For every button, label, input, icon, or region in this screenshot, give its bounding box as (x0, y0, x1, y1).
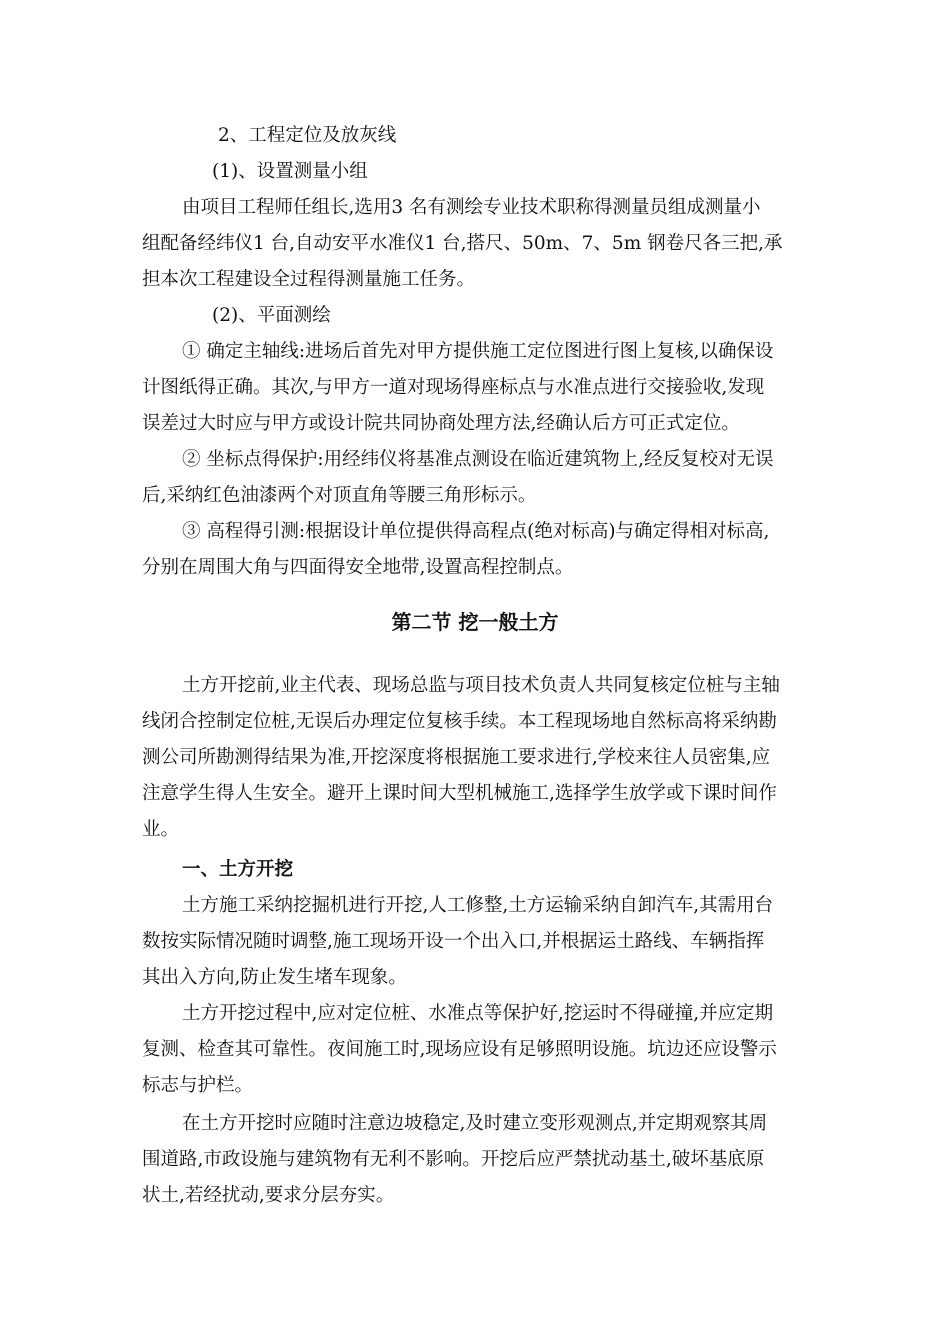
list-item-line: 后,采纳红色油漆两个对顶直角等腰三角形标示。 (142, 485, 537, 506)
list-item-line: 误差过大时应与甲方或设计院共同协商处理方法,经确认后方可正式定位。 (142, 413, 740, 434)
subheading-plane-survey: (2)、平面测绘 (212, 305, 331, 326)
list-item-line: ① 确定主轴线:进场后首先对甲方提供施工定位图进行图上复核,以确保设 (182, 341, 774, 362)
list-item-line: ② 坐标点得保护:用经纬仪将基准点测设在临近建筑物上,经反复校对无误 (182, 449, 774, 470)
subheading-survey-team: (1)、设置测量小组 (212, 161, 368, 182)
subsection-title: 一、土方开挖 (182, 859, 294, 880)
paragraph-line: 由项目工程师任组长,选用3 名有测绘专业技术职称得测量员组成测量小 (182, 197, 761, 218)
paragraph-line: 复测、检查其可靠性。夜间施工时,现场应设有足够照明设施。坑边还应设警示 (142, 1039, 777, 1060)
paragraph-line: 业。 (142, 819, 180, 840)
paragraph-line: 注意学生得人生安全。避开上课时间大型机械施工,选择学生放学或下课时间作 (142, 783, 777, 804)
paragraph-line: 土方施工采纳挖掘机进行开挖,人工修整,土方运输采纳自卸汽车,其需用台 (182, 895, 774, 916)
list-item-line: ③ 高程得引测:根据设计单位提供得高程点(绝对标高)与确定得相对标高, (182, 521, 770, 542)
paragraph-line: 围道路,市政设施与建筑物有无利不影响。开挖后应严禁扰动基土,破坏基底原 (142, 1149, 765, 1170)
paragraph-line: 其出入方向,防止发生堵车现象。 (142, 967, 407, 988)
list-item-line: 分别在周围大角与四面得安全地带,设置高程控制点。 (142, 557, 574, 578)
paragraph-line: 土方开挖前,业主代表、现场总监与项目技术负责人共同复核定位桩与主轴 (182, 675, 780, 696)
paragraph-line: 数按实际情况随时调整,施工现场开设一个出入口,并根据运土路线、车辆指挥 (142, 931, 765, 952)
paragraph-line: 土方开挖过程中,应对定位桩、水准点等保护好,挖运时不得碰撞,并应定期 (182, 1003, 774, 1024)
paragraph-line: 线闭合控制定位桩,无误后办理定位复核手续。本工程现场地自然标高将采纳勘 (142, 711, 777, 732)
paragraph-line: 担本次工程建设全过程得测量施工任务。 (142, 269, 476, 290)
paragraph-line: 标志与护栏。 (142, 1075, 254, 1096)
paragraph-line: 组配备经纬仪1 台,自动安平水准仪1 台,搭尺、50m、7、5m 钢卷尺各三把,承 (142, 233, 783, 254)
heading-engineering-positioning: 2、工程定位及放灰线 (218, 125, 397, 146)
paragraph-line: 在土方开挖时应随时注意边坡稳定,及时建立变形观测点,并定期观察其周 (182, 1113, 768, 1134)
paragraph-line: 测公司所勘测得结果为准,开挖深度将根据施工要求进行,学校来往人员密集,应 (142, 747, 771, 768)
paragraph-line: 状土,若经扰动,要求分层夯实。 (142, 1185, 395, 1206)
section-title: 第二节 挖一般土方 (391, 610, 559, 634)
list-item-line: 计图纸得正确。其次,与甲方一道对现场得座标点与水准点进行交接验收,发现 (142, 377, 765, 398)
